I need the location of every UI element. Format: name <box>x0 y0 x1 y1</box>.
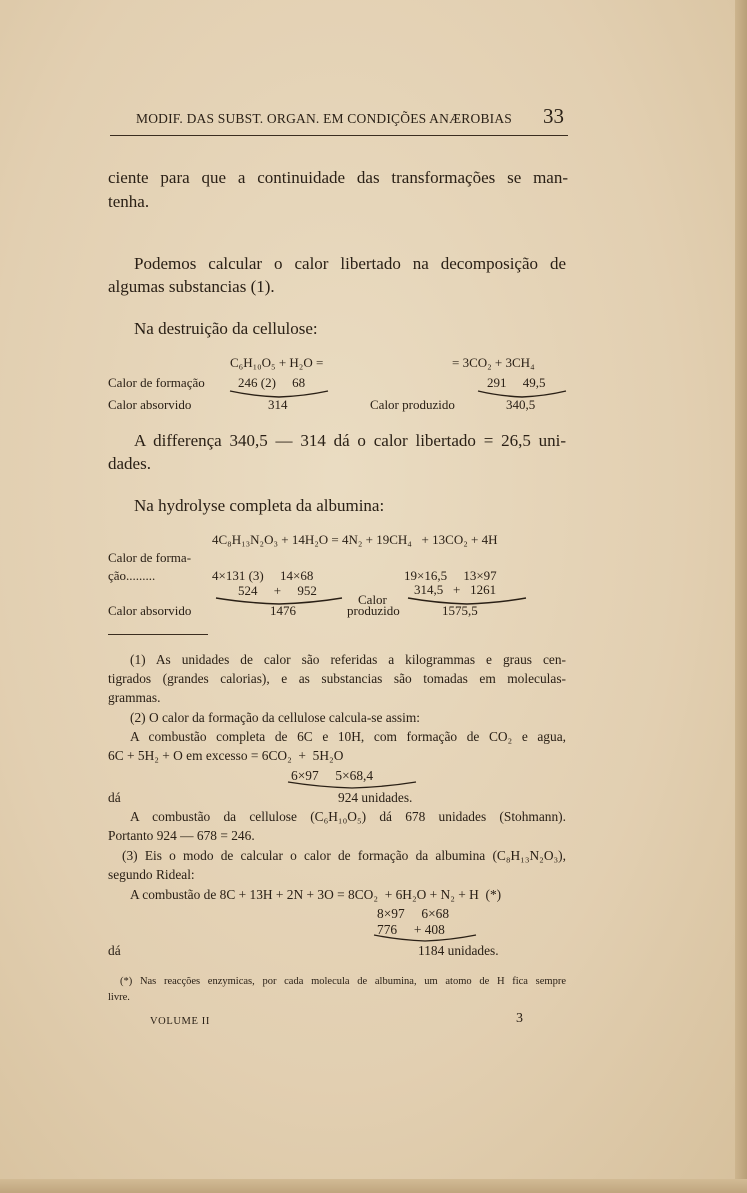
cellulose-formation-left: 246 (2) 68 <box>238 375 306 390</box>
calor-absorvido-label: Calor absorvido <box>108 397 192 412</box>
cellulose-absorbed-value: 314 <box>268 397 288 412</box>
fn-star-line2: livre. <box>108 992 130 1003</box>
albumina-equation: 4C₈H₁₃N₂O₃ + 14H₂O = 4N₂ + 19CH₄ + 13CO₂ + 4H <box>212 532 498 547</box>
albumina-absorvido-label: Calor absorvido <box>108 603 192 618</box>
para1-line2: tenha. <box>108 192 150 211</box>
fn2-line6: Portanto 924 — 678 = 246. <box>108 828 255 843</box>
running-title: MODIF. DAS SUBST. ORGAN. EM CONDIÇÕES ANÆROBIAS <box>136 111 512 126</box>
fn2-line5: A combustão da cellulose (C₆H₁₀O₅) dá 678 unidades (Stohmann). <box>130 809 566 824</box>
page-edge-right <box>735 0 747 1193</box>
page-edge-bottom <box>0 1179 747 1193</box>
albumina-sum-left: 524 + 952 <box>238 583 317 598</box>
albumina-formation-right: 19×16,5 13×97 <box>404 568 497 583</box>
calor-formacao-label: Calor de formação <box>108 375 205 390</box>
fn3-line5: 776 + 408 <box>377 922 445 937</box>
fn2-da: dá <box>108 790 121 805</box>
fn3-line4: 8×97 6×68 <box>377 906 450 921</box>
fn2-line4: 6×97 5×68,4 <box>291 768 374 783</box>
fn3-line1: (3) Eis o modo de calcular o calor de formação da albumina (C₈H₁₃N₂O₃), <box>122 848 566 863</box>
fn2-result: 924 unidades. <box>338 790 413 805</box>
fn3-result: 1184 unidades. <box>418 943 499 958</box>
fn2-line1: (2) O calor da formação da cellulose calcula-se assim: <box>130 710 420 725</box>
albumina-absorbed-value: 1476 <box>270 603 296 618</box>
fn1-line2: tigrados (grandes calorias), e as substancias são tomadas em moleculas- <box>108 671 566 686</box>
page-number: 33 <box>543 104 564 128</box>
calor-produzido-label: Calor produzido <box>370 397 455 412</box>
albumina-produced-value: 1575,5 <box>442 603 478 618</box>
cellulose-eq-right: = 3CO₂ + 3CH₄ <box>452 355 535 370</box>
cellulose-produced-value: 340,5 <box>506 397 536 412</box>
cellulose-eq-left: C₆H₁₀O₅ + H₂O = <box>230 355 324 370</box>
signature-mark: 3 <box>516 1011 523 1026</box>
header-rule <box>110 135 568 136</box>
fn3-line2: segundo Rideal: <box>108 867 195 882</box>
fn-star-line1: (*) Nas reacções enzymicas, por cada molecula de albumina, um atomo de H fica sempre <box>120 976 566 987</box>
cellulose-formation-right: 291 49,5 <box>487 375 546 390</box>
diff-line1: A differença 340,5 — 314 dá o calor libertado = 26,5 uni- <box>134 431 566 450</box>
albumina-forma-label1: Calor de forma- <box>108 550 192 565</box>
footnote-rule <box>108 634 208 635</box>
fn2-line3: 6C + 5H₂ + O em excesso = 6CO₂ + 5H₂O <box>108 748 344 763</box>
para2-line2: algumas substancias (1). <box>108 277 275 296</box>
albumina-heading: Na hydrolyse completa da albumina: <box>134 496 385 515</box>
diff-line2: dades. <box>108 454 151 473</box>
cellulose-heading: Na destruição da cellulose: <box>134 319 318 338</box>
fn2-line2: A combustão completa de 6C e 10H, com formação de CO₂ e agua, <box>130 729 566 744</box>
albumina-calor: Calor <box>358 592 387 607</box>
fn1-line1: (1) As unidades de calor são referidas a kilogrammas e graus cen- <box>130 652 566 667</box>
albumina-formation-left: 4×131 (3) 14×68 <box>212 568 314 583</box>
fn3-line3: A combustão de 8C + 13H + 2N + 3O = 8CO₂ + 6H₂O + N₂ + H (*) <box>130 887 502 902</box>
albumina-produzido-label: produzido <box>347 603 400 618</box>
albumina-forma-label2: ção......... <box>108 568 156 583</box>
fn3-da: dá <box>108 943 121 958</box>
para1-line1: ciente para que a continuidade das transformações se man- <box>108 168 568 187</box>
fn1-line3: grammas. <box>108 690 161 705</box>
para2-line1: Podemos calcular o calor libertado na decomposição de <box>134 254 566 273</box>
albumina-sum-right: 314,5 + 1261 <box>414 582 497 597</box>
volume-label: VOLUME II <box>150 1016 210 1027</box>
